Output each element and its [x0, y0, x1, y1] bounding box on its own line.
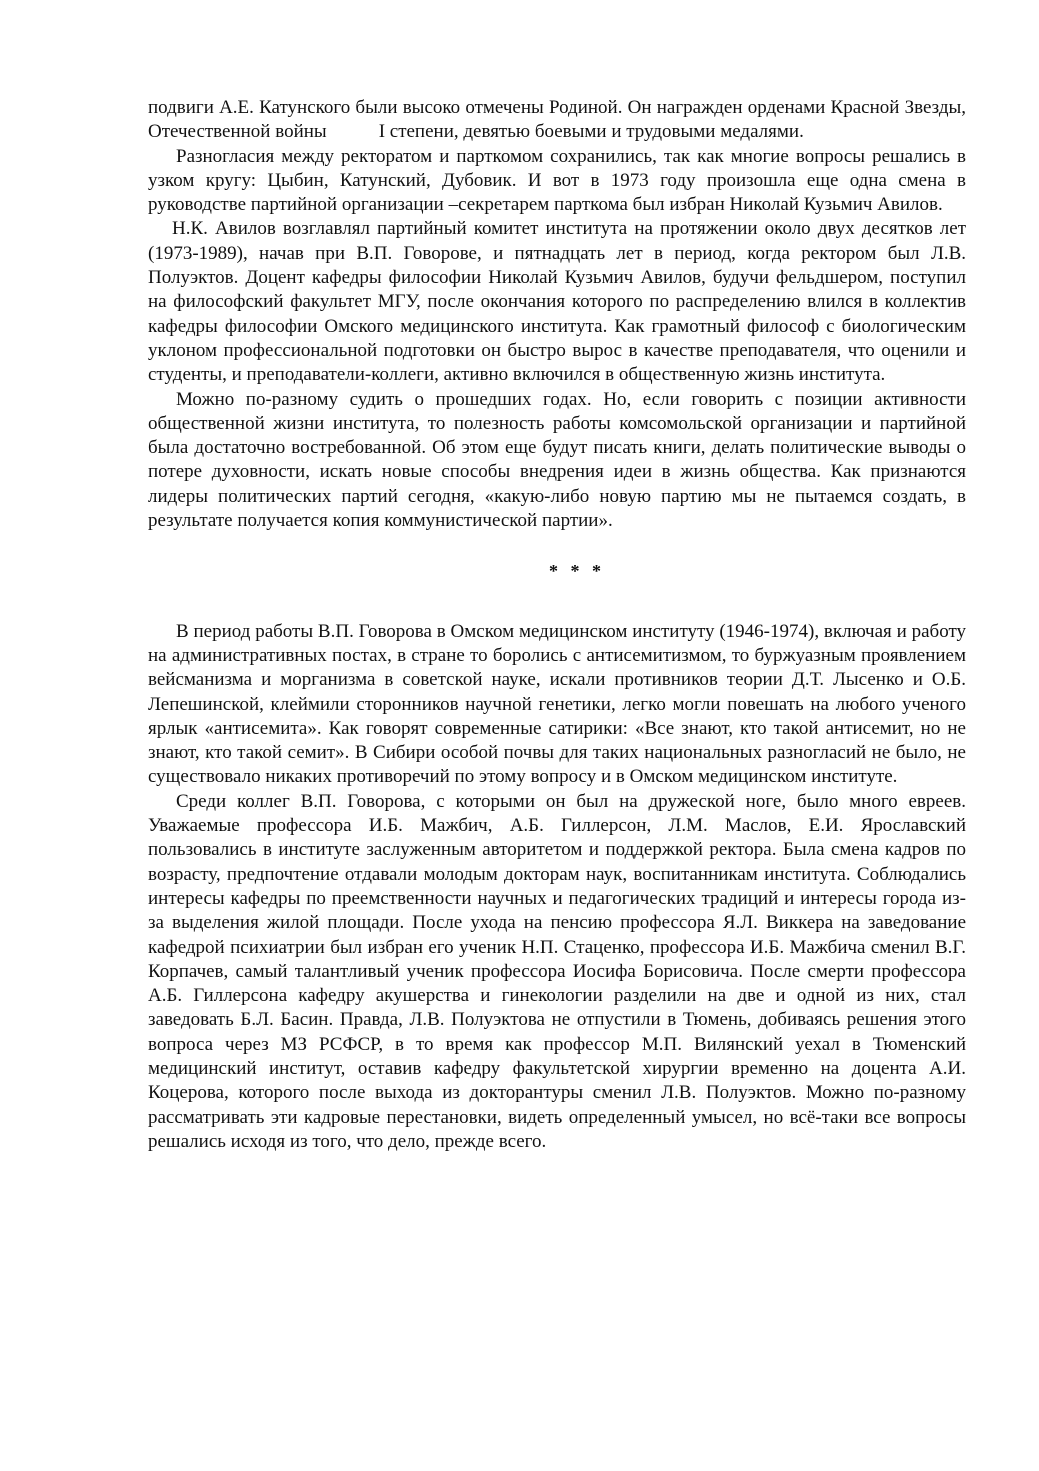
paragraph-awards-part-2: I степени, девятью боевыми и трудовыми медалями. — [378, 121, 804, 143]
paragraph-awards-part-1: подвиги А.Е. Катунского были высоко отмечены Родиной. Он награжден орденами Красной Звезды, Отечественной войны — [148, 97, 966, 143]
paragraph-past-years: Можно по-разному судить о прошедших годах. Но, если говорить с позиции активности общественной жизни института, то полезность работы комсомольской организации и партийной была достаточно востребованной. Об этом еще будут писать книги, делать политические выводы о потере духовности, искать новые способы внедрения идеи в жизнь общества. Как признаются лидеры политических партий сегодня, «какую-либо новую партию мы не пытаемся создать, в результате получается копия коммунистической партии». — [148, 388, 966, 532]
paragraph-awards — [148, 96, 966, 145]
paragraph-govorov-period: В период работы В.П. Говорова в Омском медицинском институту (1946-1974), включая и работу на административных постах, в стране то боролись с антисемитизмом, то буржуазным проявлением вейсманизма и морганизма в советской науке, искали противников теории Д.Т. Лысенко и О.Б. Лепешинской, клеймили сторонников научной генетики, легко могли повешать на любого ученого ярлык «антисемита». Как говорят современные сатирики: «Все знают, кто такой антисемит, но не знают, кто такой семит». В Сибири особой почвы для таких национальных разногласий не было, не существовало никаких противоречий по этому вопросу и в Омском медицинском институте. — [148, 620, 966, 788]
paragraph-disagreements: Разногласия между ректоратом и парткомом сохранились, так как многие вопросы решались в узком кругу: Цыбин, Катунский, Дубовик. И вот в 1973 году произошла еще одна смена в руководстве партийной организации –секретарем парткома был избран Николай Кузьмич Авилов. — [148, 145, 966, 216]
paragraph-avilov: Н.К. Авилов возглавлял партийный комитет института на протяжении около двух десятков лет (1973-1989), начав при В.П. Говорове, и пятнадцать лет в период, когда ректором был Л.В. Полуэктов. Доцент кафедры философии Николай Кузьмич Авилов, будучи фельдшером, поступил на философский факультет МГУ, после окончания которого по распределению влился в коллектив кафедры философии Омского медицинского института. Как грамотный философ с биологическим уклоном профессиональной подготовки он быстро вырос в качестве преподавателя, что оценили и студенты, и преподаватели-коллеги, активно включился в общественную жизнь института. — [148, 218, 966, 386]
document-page — [148, 96, 966, 1154]
section-divider: * * * — [549, 561, 605, 582]
paragraph-colleagues: Среди коллег В.П. Говорова, с которыми он был на дружеской ноге, было много евреев. Уважаемые профессора И.Б. Мажбич, А.Б. Гиллерсон, Л.М. Маслов, Е.И. Ярославский пользовались в институте заслуженным авторитетом и поддержкой ректора. Была смена кадров по возрасту, предпочтение отдавали молодым докторам наук, воспитанникам института. Соблюдались интересы кафедры по преемственности научных и педагогических традиций и интересы города из-за выделения жилой площади. После ухода на пенсию профессора Я.Л. Виккера на заведование кафедрой психиатрии был избран его ученик Н.П. Стаценко, профессора И.Б. Мажбича сменил В.Г. Корпачев, самый талантливый ученик профессора Иосифа Борисовича. После смерти профессора А.Б. Гиллерсона кафедру акушерства и гинекологии разделили на две и одной из них, стал заведовать Б.Л. Басин. Правда, Л.В. Полуэктова не отпустили в Тюмень, добиваясь решения этого вопроса через МЗ РСФСР, в то время как профессор М.П. Вилянский уехал в Тюменский медицинский институт, оставив кафедру факультетской хирургии временно на доцента А.И. Коцерова, которого после выхода из докторантуры сменил Л.В. Полуэктов. Можно по-разному рассматривать эти кадровые перестановки, видеть определенный умысел, но всё-таки все вопросы решались исходя из того, что дело, прежде всего. — [148, 790, 966, 1152]
